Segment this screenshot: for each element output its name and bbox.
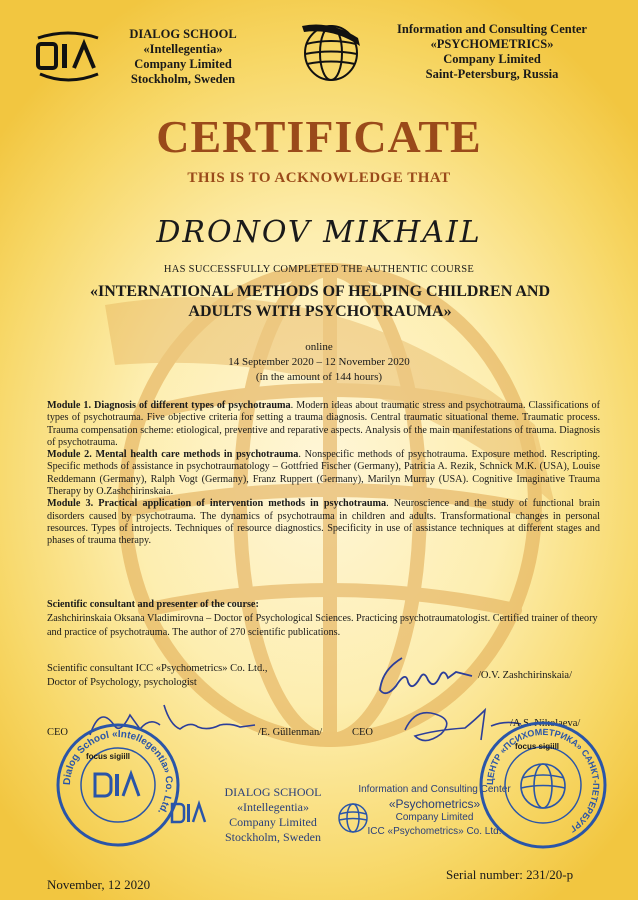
- module-3: Module 3. Practical application of intervention methods in psychotrauma. Neuroscience and the study of functional brain disorders caused by psychotrauma. The dynamics of psychotrauma in children and adults. Transformational changes in personal resources. Types of introjects. Techniques of resource diagnostics. Specificity in use of assistance techniques at different stages and phases of trauma therapy.: [47, 498, 600, 547]
- svg-text:Dialog School «Intellegentia»: Dialog School «Intellegentia» Co. Ltd.: [61, 728, 175, 817]
- course-format: online: [305, 341, 333, 353]
- psychometrics-globe-logo-icon: [300, 18, 362, 84]
- acknowledge-subtitle: THIS IS TO ACKNOWLEDGE THAT: [187, 170, 451, 186]
- consultant-block: [47, 598, 607, 640]
- bottom-left-org: DIALOG SCHOOL «Intellegentia» Company Limited Stockholm, Sweden: [224, 785, 322, 844]
- dialog-school-stamp-icon: [55, 722, 181, 848]
- left-stamp-focus-label: focus sigiill: [86, 752, 131, 761]
- course-hours: (in the amount of 144 hours): [255, 371, 383, 383]
- signature-zashchirinskaia-icon: [372, 650, 482, 700]
- consultant-text: Zashchirinskaia Oksana Vladimirovna – Doctor of Psychological Sciences. Practicing psychotraumatologist. Certified trainer of theory and practice of psychotrauma. The author of 270 scientific publications.: [47, 613, 598, 638]
- dialog-school-logo-icon: [32, 30, 104, 84]
- course-title: «INTERNATIONAL METHODS OF HELPING CHILDREN AND ADULTS WITH PSYCHOTRAUMA»: [89, 283, 551, 320]
- module-1: Module 1. Diagnosis of different types of psychotrauma. Modern ideas about traumatic stress and psychotrauma. Classifications of types of psychotrauma. Five objective criteria for setting a trauma diagnosis. Central traumatic situational theme. Traumatic process. Trauma compensation scheme: etiological, preventive and reparative aspects. Analysis of the main manifestations of trauma. Diagnosis of psychotrauma.: [47, 400, 600, 448]
- psychometrics-stamp-icon: [478, 720, 608, 850]
- course-dates: 14 September 2020 – 12 November 2020: [228, 356, 410, 368]
- consultant-heading: Scientific consultant and presenter of the course:: [47, 599, 259, 610]
- module-2: Module 2. Mental health care methods in psychotrauma. Nonspecific methods of psychotrauma. Exposure method. Rescripting. Specific methods of assistance in psychotraumatology – Gottfried Fischer (Germany), Patricia A. Rezik, Schnick M.K. (USA), Louise Reddemann (Germany), Ralph Vogt (Germany), Franz Ruppert (Germany), Marilyn Murray (USA). Cognitive Imaginative Trauma Therapy by O.Zashchirinskaia.: [47, 449, 600, 498]
- ceo-label-right: CEO: [352, 727, 373, 738]
- ceo-name-gullenman: /E. Güllenman/: [258, 727, 323, 738]
- ceo-name-nikolaeva: /A.S. Nikolaeva/: [510, 718, 581, 729]
- modules-list: [47, 400, 600, 548]
- ceo-label-left: CEO: [47, 727, 68, 738]
- sci-consultant-title: Scientific consultant ICC «Psychometrics» Co. Ltd., Doctor of Psychology, psychologist: [47, 663, 268, 688]
- svg-text:ЦЕНТР «ПСИХОМЕТРИКА» САНКТ-ПЕТ: ЦЕНТР «ПСИХОМЕТРИКА» САНКТ-ПЕТЕРБУРГ: [484, 726, 602, 835]
- header-right-org: Information and Consulting Center «PSYCHOMETRICS» Company Limited Saint-Petersburg, Russia: [397, 22, 587, 81]
- certificate-title: CERTIFICATE: [156, 111, 482, 162]
- issue-date: November, 12 2020: [47, 877, 151, 892]
- header-left-org: DIALOG SCHOOL «Intellegentia» Company Limited Stockholm, Sweden: [129, 27, 237, 86]
- right-stamp-focus-label: focus sigiill: [515, 742, 560, 751]
- serial-number: Serial number: 231/20-p: [446, 867, 574, 882]
- signature-name-ovz: /O.V. Zashchirinskaia/: [478, 670, 572, 681]
- course-details: [0, 340, 638, 385]
- bottom-right-org: Information and Consulting Center «Psychometrics» Company Limited ICC «Psychometrics» Co. Ltd.: [358, 784, 511, 837]
- completed-text: HAS SUCCESSFULLY COMPLETED THE AUTHENTIC COURSE: [163, 264, 475, 275]
- recipient-name: DRONOV MIKHAIL: [156, 215, 482, 250]
